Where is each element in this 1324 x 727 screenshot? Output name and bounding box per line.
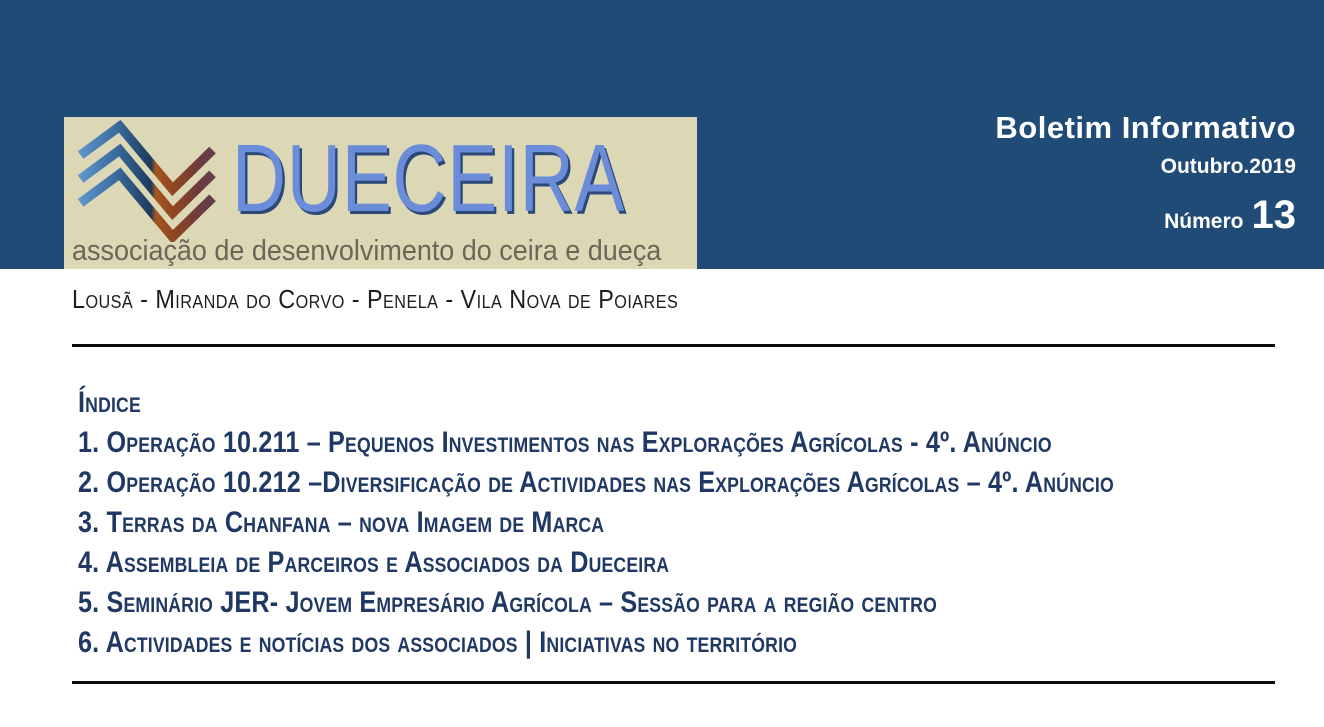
index-item-2: 2. Operação 10.212 –Diversificação de Actividades nas Explorações Agrícolas – 4º. Anúncio — [78, 466, 1114, 499]
divider-bottom — [72, 681, 1275, 684]
index-item-5: 5. Seminário JER- Jovem Empresário Agrícola – Sessão para a região centro — [78, 586, 937, 619]
newsletter-date: Outubro.2019 — [1160, 155, 1296, 178]
logo-tagline: associação de desenvolvimento do ceira e dueça — [72, 235, 662, 267]
dueceira-logo-panel — [64, 117, 697, 269]
masthead — [995, 110, 1296, 238]
territory-line: Lousã - Miranda do Corvo - Penela - Vila Nova de Poiares — [72, 284, 679, 314]
logo-row — [72, 121, 691, 237]
index-item-3: 3. Terras da Chanfana – nova Imagem de Marca — [78, 506, 605, 539]
index-heading: Índice — [78, 386, 141, 419]
index-item-4: 4. Assembleia de Parceiros e Associados da Dueceira — [78, 546, 670, 579]
dueceira-chevrons-icon — [72, 117, 222, 247]
top-navy-band — [0, 0, 1324, 269]
index-item-1: 1. Operação 10.211 – Pequenos Investimentos nas Explorações Agrícolas - 4º. Anúncio — [78, 426, 1052, 459]
issue-number: 13 — [1251, 193, 1296, 237]
index-item-6: 6. Actividades e notícias dos associados | Iniciativas no território — [78, 626, 798, 659]
issue-line — [995, 193, 1296, 238]
logo-wordmark: DUECEIRA — [232, 125, 626, 232]
issue-label: Número — [1164, 210, 1244, 233]
index-section — [78, 383, 1324, 663]
divider-top — [72, 344, 1275, 347]
newsletter-title: Boletim Informativo — [995, 110, 1296, 145]
